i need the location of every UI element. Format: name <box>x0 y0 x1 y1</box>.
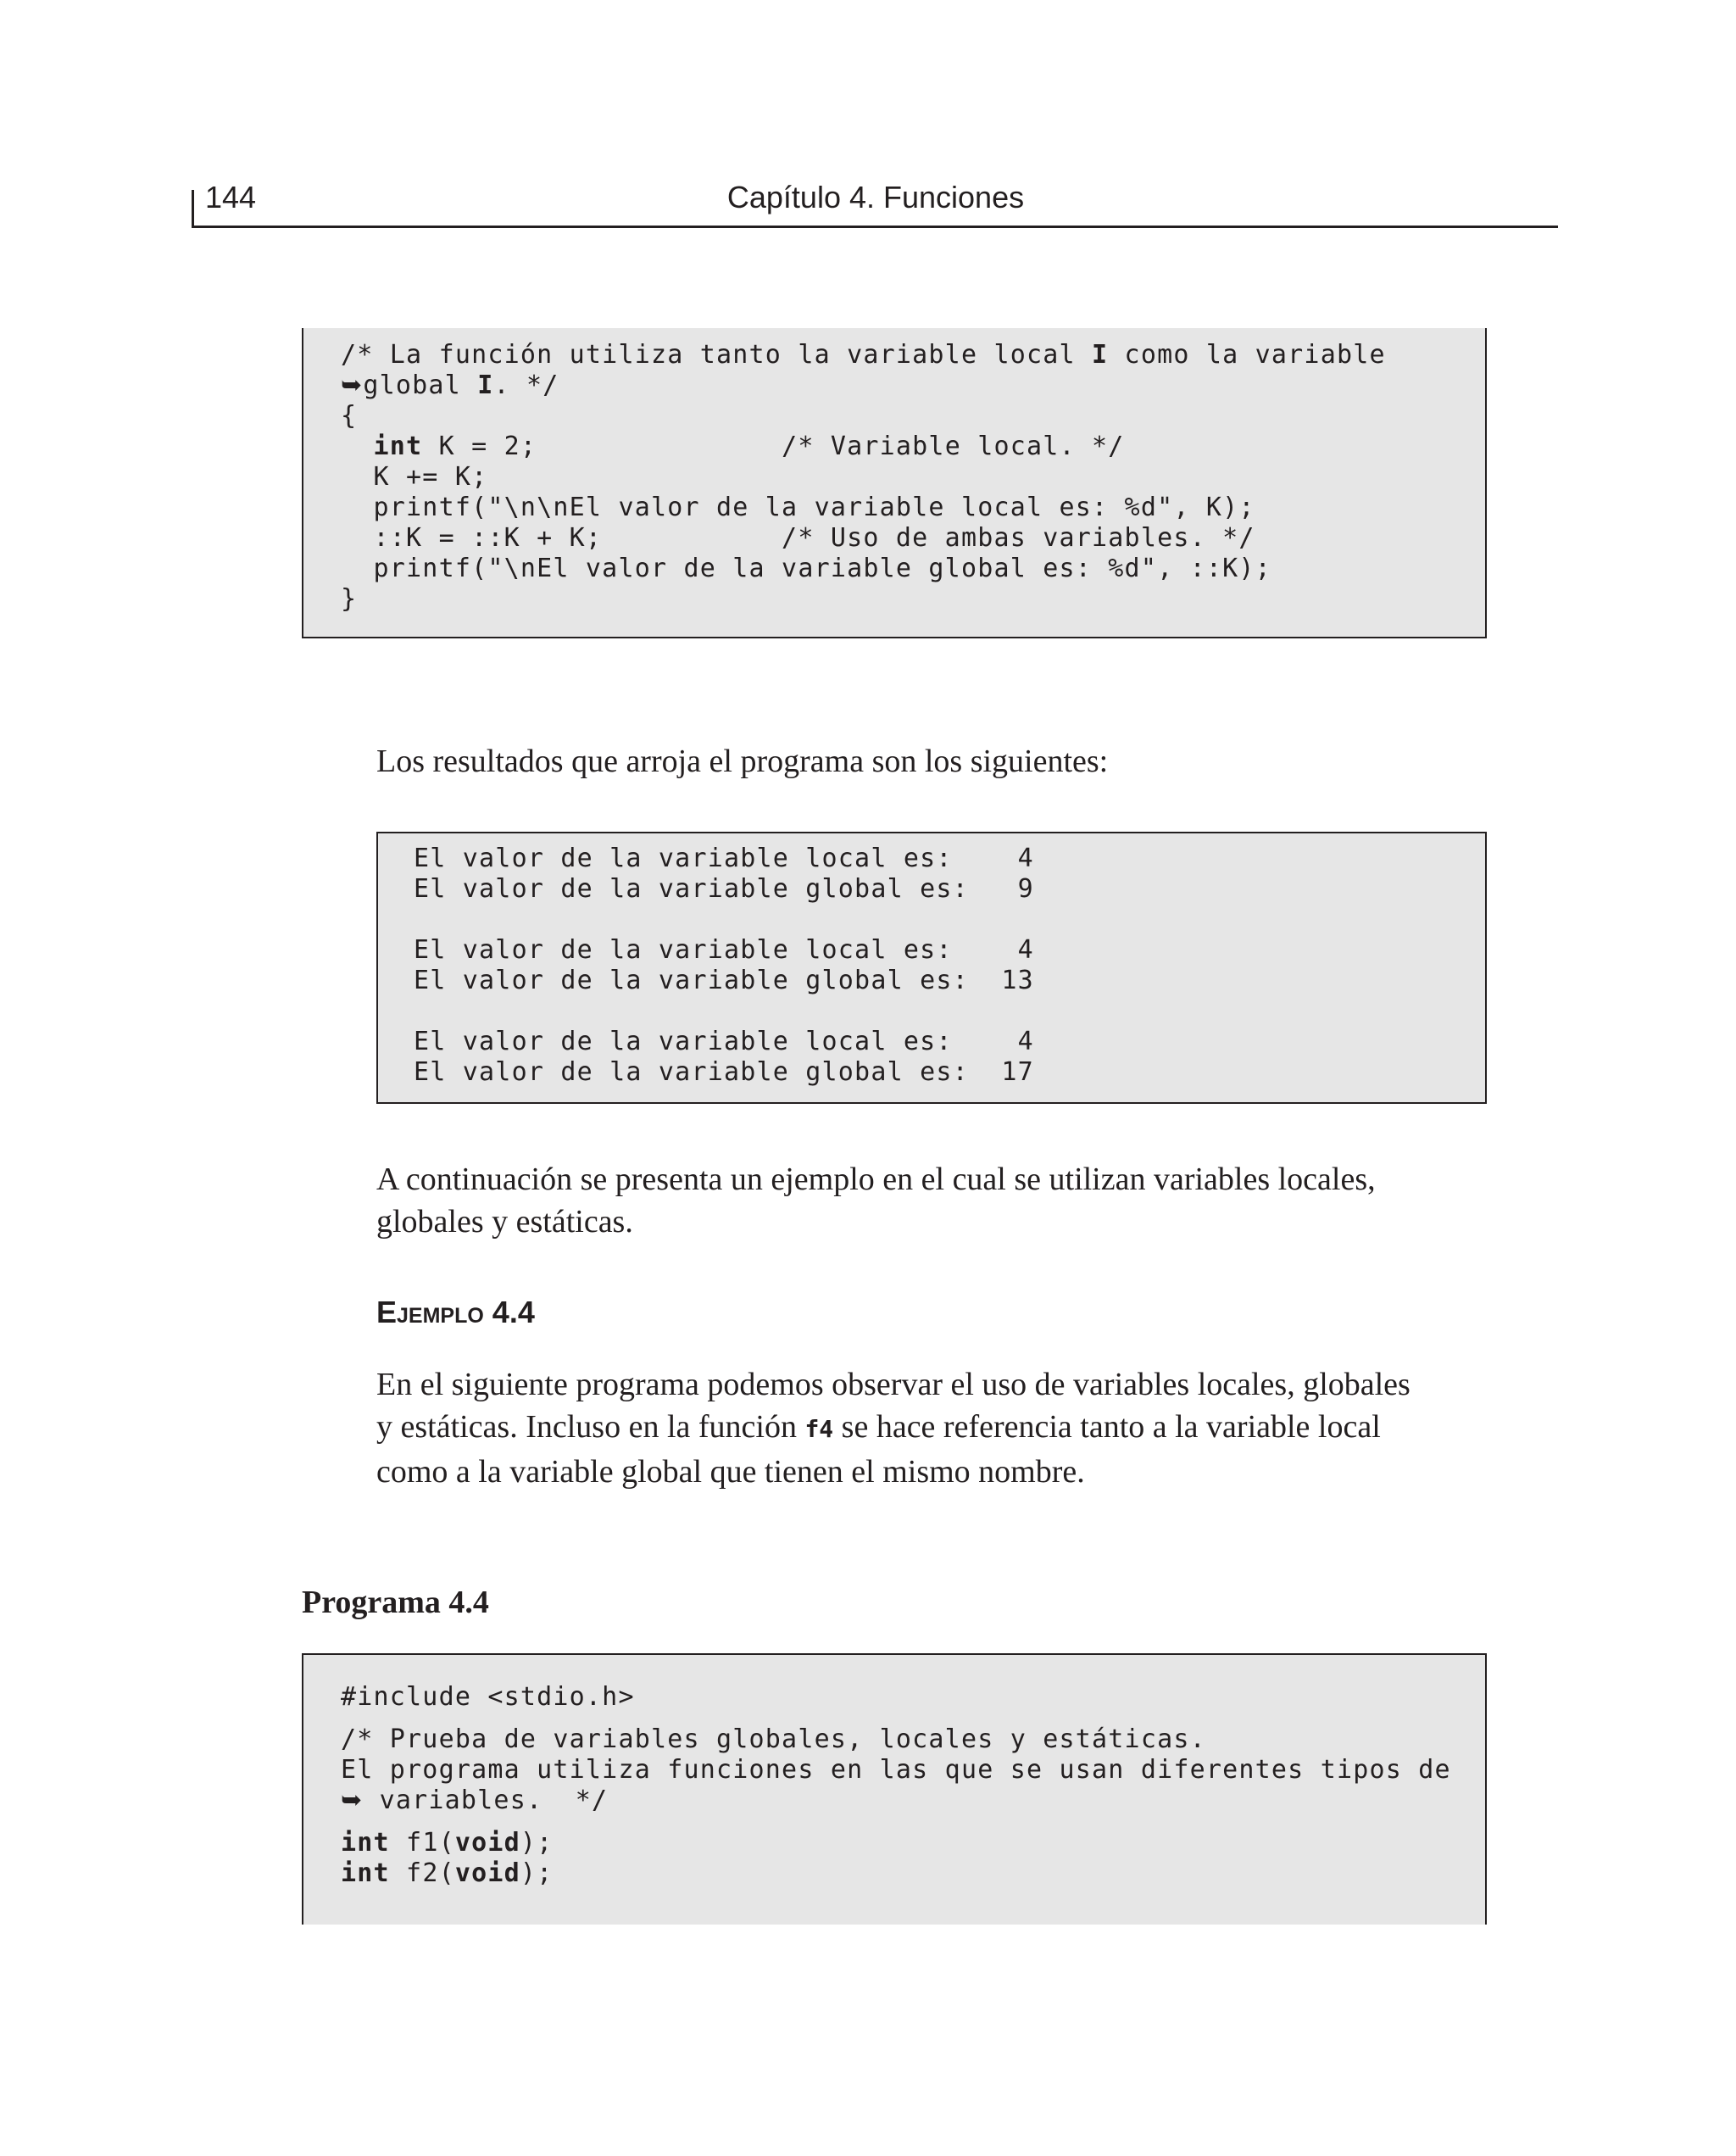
output-line: El valor de la variable global es: 13 <box>414 966 1034 995</box>
chapter-title: Capítulo 4. Funciones <box>726 180 1025 214</box>
example-line-1: En el siguiente programa podemos observar el uso de variables locales, globales <box>376 1367 1410 1402</box>
example-line-2: y estáticas. Incluso en la función f4 se hace referencia tanto a la variable local <box>376 1409 1381 1445</box>
output-line: El valor de la variable local es: 4 <box>414 935 1034 965</box>
code-line: El programa utiliza funciones en las que se usan diferentes tipos de <box>341 1755 1451 1785</box>
output-line: El valor de la variable global es: 17 <box>414 1057 1034 1087</box>
example-line-3: como a la variable global que tienen el mismo nombre. <box>376 1454 1085 1490</box>
output-line: El valor de la variable local es: 4 <box>414 1027 1034 1056</box>
code-line: K += K; <box>341 462 488 492</box>
continuation-arrow-icon: ➥ <box>341 370 364 400</box>
output-block <box>376 832 1487 1104</box>
code-line: ➥global I. */ <box>341 370 559 400</box>
intro-line-1: A continuación se presenta un ejemplo en el cual se utilizan variables locales, <box>376 1162 1376 1197</box>
code-line: } <box>341 584 358 614</box>
intro-paragraph <box>376 1158 1495 1243</box>
output-line: El valor de la variable local es: 4 <box>414 844 1034 873</box>
page-number: 144 <box>205 180 257 214</box>
example-paragraph <box>376 1363 1495 1493</box>
intro-line-2: globales y estáticas. <box>376 1204 633 1240</box>
code-line: int K = 2; /* Variable local. */ <box>373 432 1125 461</box>
code-line: /* Prueba de variables globales, locales y estáticas. <box>341 1724 1206 1754</box>
code-block-2 <box>302 1653 1487 1925</box>
code-line: ➥ variables. */ <box>341 1786 609 1815</box>
example-heading: Ejemplo 4.4 <box>376 1295 535 1329</box>
code-block-1 <box>302 328 1487 638</box>
header-rule <box>192 226 1558 228</box>
code-line: #include <stdio.h> <box>341 1682 635 1712</box>
code-line: printf("\nEl valor de la variable global es: %d", ::K); <box>341 554 1271 583</box>
code-line: int f2(void); <box>341 1858 554 1888</box>
output-line: El valor de la variable global es: 9 <box>414 874 1034 904</box>
inline-code-f4: f4 <box>804 1415 834 1443</box>
code-line: int f1(void); <box>341 1828 554 1858</box>
code-line: printf("\n\nEl valor de la variable local es: %d", K); <box>341 493 1255 522</box>
program-heading: Programa 4.4 <box>302 1585 489 1620</box>
code-line: { <box>341 401 358 431</box>
results-paragraph: Los resultados que arroja el programa son los siguientes: <box>376 744 1109 779</box>
code-line: /* La función utiliza tanto la variable local I como la variable <box>341 340 1386 370</box>
code-line: ::K = ::K + K; /* Uso de ambas variables. */ <box>341 523 1255 553</box>
continuation-arrow-icon: ➥ <box>341 1786 364 1815</box>
